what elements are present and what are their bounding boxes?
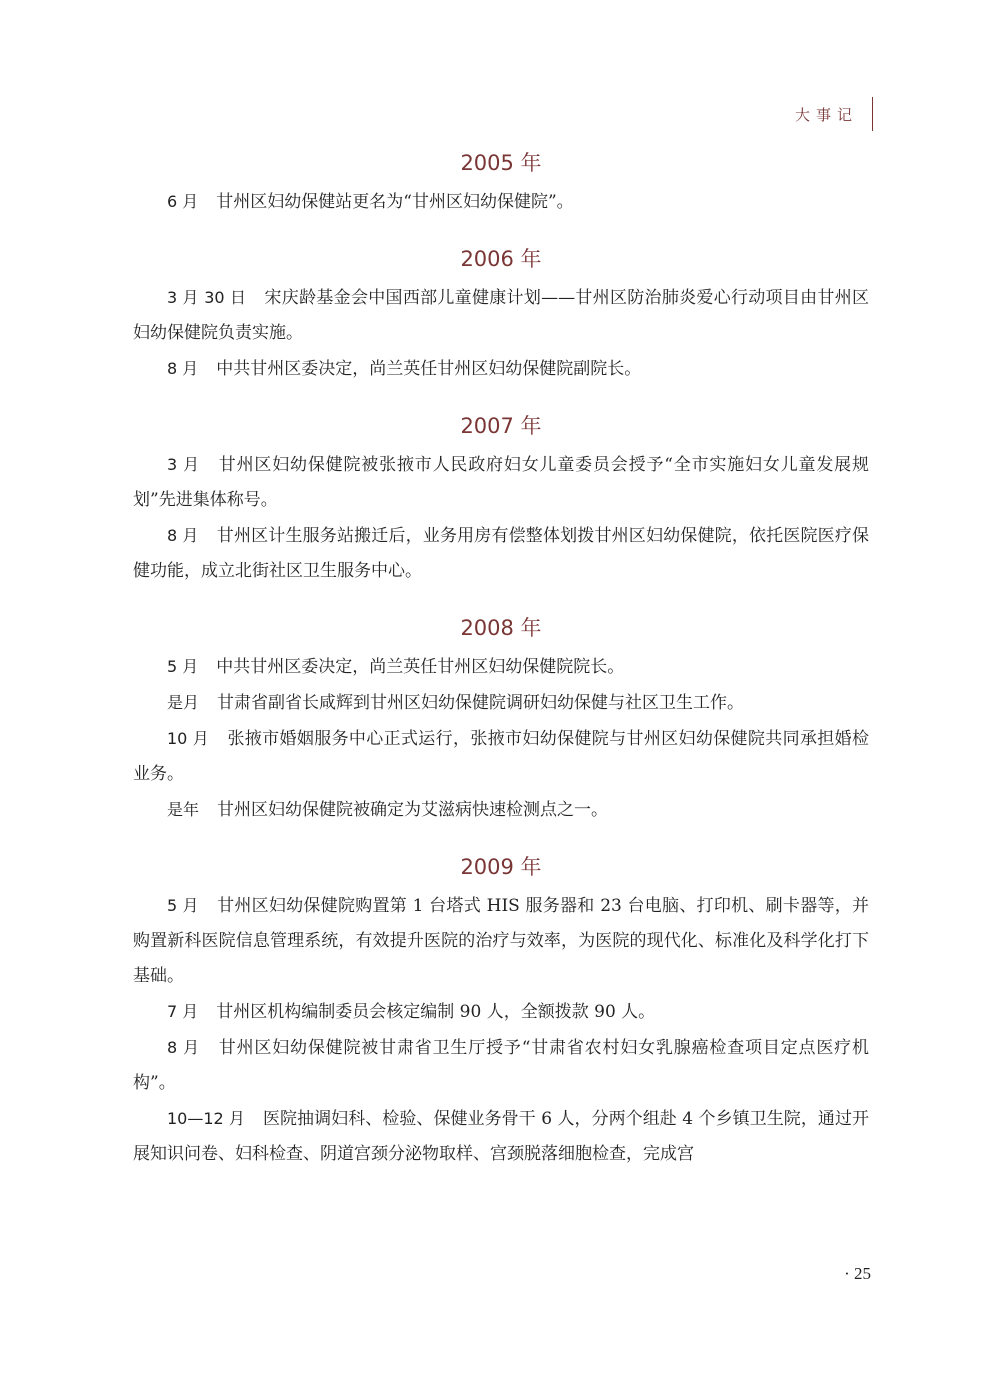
event-text: 中共甘州区委决定，尚兰英任甘州区妇幼保健院副院长。 (216, 359, 642, 379)
event-entry (133, 994, 869, 1030)
event-entry (133, 685, 869, 721)
event-date: 8 月 (167, 1038, 200, 1057)
event-date: 3 月 (167, 455, 200, 474)
event-entry (133, 792, 869, 828)
page-number: · 25 (844, 1264, 871, 1283)
event-entry (133, 1030, 869, 1101)
event-date: 10 月 (167, 729, 210, 748)
event-text: 中共甘州区委决定，尚兰英任甘州区妇幼保健院院长。 (216, 657, 625, 677)
year-heading: 2007 年 (460, 414, 542, 438)
running-head (795, 98, 873, 130)
event-text: 甘州区机构编制委员会核定编制 90 人，全额拨款 90 人。 (216, 1002, 656, 1022)
event-text: 甘州区妇幼保健院被张掖市人民政府妇女儿童委员会授予“全市实施妇女儿童发展规划”先进集体称号。 (133, 455, 869, 510)
event-date: 5 月 (167, 657, 199, 676)
year-section-2008 (133, 613, 869, 828)
event-text: 甘州区计生服务站搬迁后，业务用房有偿整体划拨甘州区妇幼保健院，依托医院医疗保健功能，成立北街社区卫生服务中心。 (133, 526, 869, 581)
page-content (133, 148, 869, 1196)
event-date: 10—12 月 (167, 1109, 245, 1128)
event-entry (133, 518, 869, 589)
event-date: 8 月 (167, 526, 199, 545)
event-entry (133, 649, 869, 685)
year-section-2006 (133, 244, 869, 387)
event-entry (133, 888, 869, 994)
event-entry (133, 1101, 869, 1172)
year-section-2009 (133, 852, 869, 1172)
running-head-rule (872, 97, 873, 131)
event-date: 3 月 30 日 (167, 288, 247, 307)
event-date: 5 月 (167, 896, 199, 915)
year-section-2007 (133, 411, 869, 589)
event-text: 甘肃省副省长咸辉到甘州区妇幼保健院调研妇幼保健与社区卫生工作。 (217, 693, 745, 713)
year-heading: 2009 年 (460, 855, 542, 879)
year-heading: 2006 年 (460, 247, 542, 271)
event-date: 是月 (167, 693, 200, 712)
event-date: 是年 (167, 800, 200, 819)
event-text: 甘州区妇幼保健院购置第 1 台塔式 HIS 服务器和 23 台电脑、打印机、刷卡器等，并购置新科医院信息管理系统，有效提升医院的治疗与效率，为医院的现代化、标准化及科学化打下基础。 (133, 896, 869, 986)
event-entry (133, 351, 869, 387)
event-text: 甘州区妇幼保健站更名为“甘州区妇幼保健院”。 (216, 192, 574, 212)
event-text: 宋庆龄基金会中国西部儿童健康计划——甘州区防治肺炎爱心行动项目由甘州区妇幼保健院负责实施。 (133, 288, 869, 343)
event-text: 张掖市婚姻服务中心正式运行，张掖市妇幼保健院与甘州区妇幼保健院共同承担婚检业务。 (133, 729, 869, 784)
event-date: 8 月 (167, 359, 199, 378)
event-entry (133, 447, 869, 518)
year-heading: 2005 年 (460, 151, 542, 175)
event-entry (133, 721, 869, 792)
year-section-2005 (133, 148, 869, 220)
event-text: 甘州区妇幼保健院被甘肃省卫生厅授予“甘肃省农村妇女乳腺癌检查项目定点医疗机构”。 (133, 1038, 869, 1093)
event-text: 医院抽调妇科、检验、保健业务骨干 6 人，分两个组赴 4 个乡镇卫生院，通过开展知识问卷、妇科检查、阴道宫颈分泌物取样、宫颈脱落细胞检查，完成宫 (133, 1109, 869, 1164)
event-entry (133, 280, 869, 351)
event-entry (133, 184, 869, 220)
event-date: 6 月 (167, 192, 199, 211)
year-heading: 2008 年 (460, 616, 542, 640)
event-date: 7 月 (167, 1002, 199, 1021)
event-text: 甘州区妇幼保健院被确定为艾滋病快速检测点之一。 (217, 800, 609, 820)
running-head-title: 大事记 (794, 105, 858, 124)
